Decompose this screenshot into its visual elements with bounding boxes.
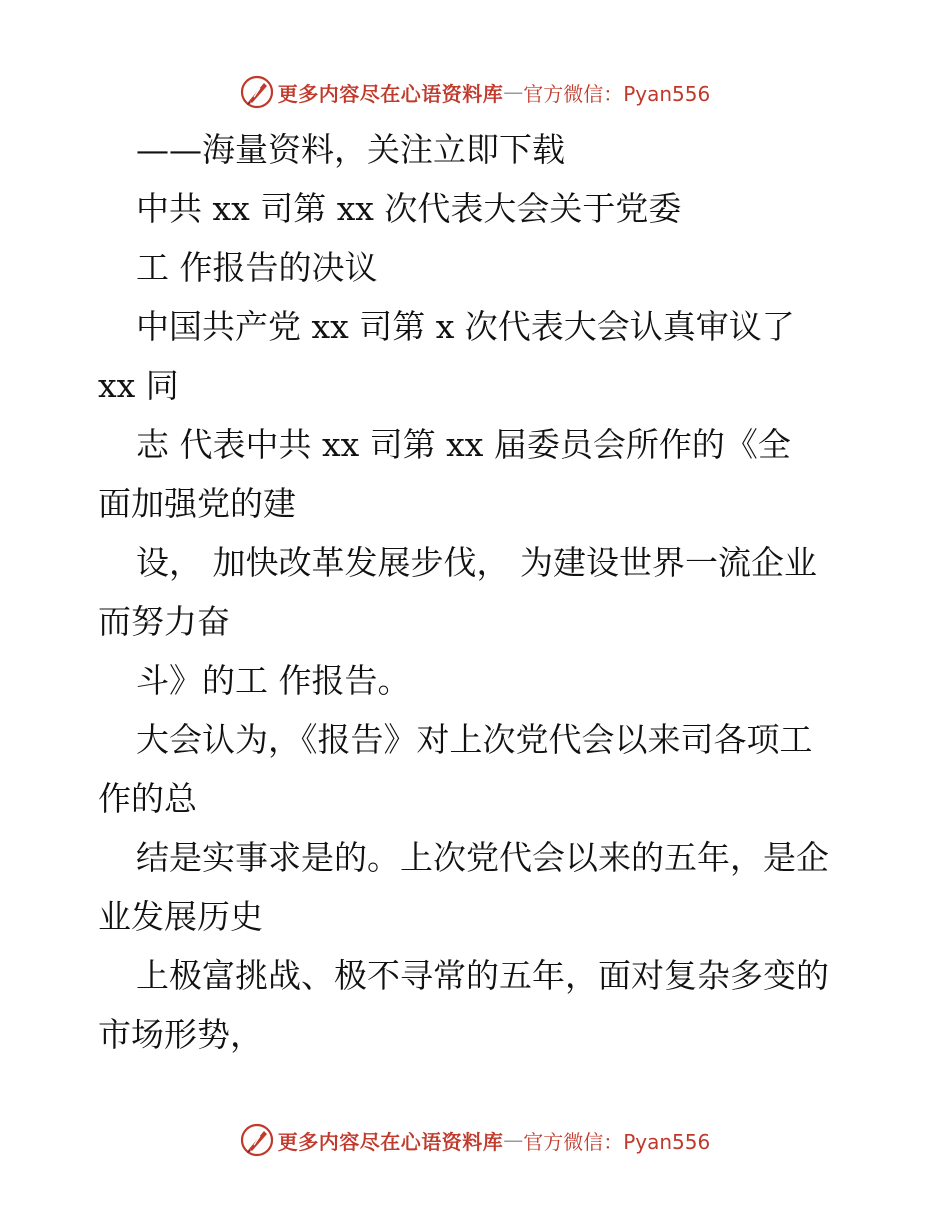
text-line: 业发展历史 (98, 897, 263, 936)
text-line: 中国共产党 xx 司第 x 次代表大会认真审议了 (136, 307, 795, 346)
text-line: 面加强党的建 (98, 484, 296, 523)
text-line: 大会认为，《报告》对上次党代会以来司各项工 (136, 720, 813, 759)
brand-text: 更多内容尽在心语资料库 (277, 81, 504, 106)
brand-separator: — (503, 1128, 524, 1152)
brand-wechat: 官方微信：Pyan556 (523, 81, 711, 106)
quill-pen-logo-icon (240, 75, 274, 109)
text-line: 斗》的工 作报告。 (136, 661, 411, 700)
text-line: ——海量资料，关注立即下载 (136, 130, 565, 169)
quill-pen-logo-icon (240, 1123, 274, 1157)
text-line: 中共 xx 司第 xx 次代表大会关于党委 (136, 189, 682, 228)
footer-watermark (0, 1120, 950, 1160)
text-line: 作的总 (98, 779, 197, 818)
text-line: 工 作报告的决议 (136, 248, 378, 287)
text-line: 而努力奋 (98, 602, 230, 641)
header-watermark (0, 72, 950, 112)
brand-wechat: 官方微信：Pyan556 (523, 1129, 711, 1154)
document-body (98, 120, 858, 1064)
text-line: 志 代表中共 xx 司第 xx 届委员会所作的《全 (136, 425, 791, 464)
text-line: 设， 加快改革发展步伐， 为建设世界一流企业 (136, 543, 817, 582)
text-line: 上极富挑战、极不寻常的五年，面对复杂多变的 (136, 956, 829, 995)
brand-text: 更多内容尽在心语资料库 (277, 1129, 504, 1154)
text-line: 结是实事求是的。上次党代会以来的五年，是企 (136, 838, 829, 877)
brand-separator: — (503, 80, 524, 104)
text-line: xx 同 (98, 366, 179, 405)
text-line: 市场形势， (98, 1015, 263, 1054)
